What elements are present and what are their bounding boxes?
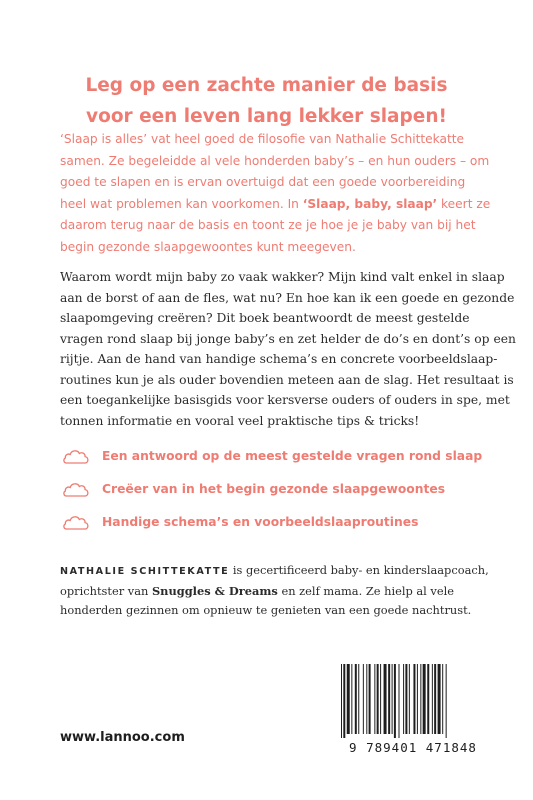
barcode-bar (363, 664, 364, 734)
body-line: rijtje. Aan de hand van handige schema’s en concrete voorbeeldslaap- (60, 352, 498, 366)
barcode-bar (394, 664, 396, 738)
intro-text: heel wat problemen kan voorkomen. In (60, 196, 299, 211)
barcode-bar (409, 664, 410, 734)
body-paragraph (60, 267, 516, 431)
isbn-barcode (335, 660, 491, 760)
intro-line (60, 194, 491, 216)
bio-text: en zelf mama. Ze hielp al vele (277, 583, 454, 598)
bio-line (60, 582, 480, 602)
publisher-website[interactable]: www.lannoo.com (60, 730, 185, 745)
headline-line-2: voor een leven lang lekker slapen! (86, 106, 447, 127)
barcode-bar (392, 664, 393, 734)
body-line: een toegankelijke basisgids voor kersverse ouders of ouders in spe, met (60, 393, 510, 407)
author-name: NATHALIE SCHITTEKATTE (60, 566, 230, 577)
intro-line: goed te slapen en is ervan overtuigd dat een goede voorbereiding (60, 175, 466, 189)
barcode-bar (341, 664, 342, 738)
cloud-icon (62, 481, 90, 497)
barcode-bar (434, 664, 436, 734)
intro-paragraph (60, 129, 491, 258)
barcode-bar (403, 664, 404, 734)
bullet-item (62, 446, 482, 479)
barcode-bar (427, 664, 429, 734)
barcode-bar (358, 664, 359, 734)
cloud-icon (62, 448, 90, 464)
brand-name: Snuggles & Dreams (151, 583, 278, 598)
bullet-item (62, 479, 482, 512)
book-title: ‘Slaap, baby, slaap’ (302, 196, 438, 211)
bullet-label: Een antwoord op de meest gestelde vragen rond slaap (102, 449, 483, 463)
intro-line: samen. Ze begeleidde al vele honderden baby’s – en hun ouders – om (60, 153, 490, 168)
barcode-bar (377, 664, 379, 734)
barcode-bar (347, 664, 350, 734)
barcode-bar (405, 664, 407, 734)
bullet-item (62, 512, 482, 545)
bullet-label: Creëer van in het begin gezonde slaapgewoontes (102, 482, 446, 496)
barcode-bar (388, 664, 390, 734)
bio-line (60, 561, 489, 582)
barcode-bars (335, 660, 491, 740)
barcode-bar (399, 664, 400, 738)
barcode-bar (355, 664, 357, 734)
barcode-bar (438, 664, 441, 734)
intro-line: daarom terug naar de basis en toont ze je hoe je je baby van bij het (60, 218, 476, 232)
body-line: slaapomgeving creëren? Dit boek beantwoordt de meest gestelde (60, 311, 470, 325)
bullet-label: Handige schema’s en voorbeeldslaaproutines (102, 515, 419, 529)
barcode-bar (413, 664, 415, 734)
barcode-bar (366, 664, 367, 734)
body-line: aan de borst of aan de fles, wat nu? En hoe kan ik een goede en gezonde (60, 290, 515, 305)
author-bio (60, 561, 489, 621)
headline-line-1: Leg op een zachte manier de basis (85, 75, 448, 96)
barcode-bar (380, 664, 381, 734)
barcode-bar (374, 664, 375, 734)
cloud-icon (62, 514, 90, 530)
intro-line: begin gezonde slaapgewoontes kunt meegeven. (60, 239, 356, 254)
bio-text: is gecertificeerd baby- en kinderslaapcoach, (229, 563, 489, 577)
barcode-bar (420, 664, 421, 734)
headline (0, 70, 533, 132)
body-line: Waarom wordt mijn baby zo vaak wakker? Mijn kind valt enkel in slaap (60, 270, 505, 284)
bio-text: oprichtster van (60, 583, 152, 598)
barcode-bar (343, 664, 345, 738)
barcode-bar (417, 664, 418, 734)
intro-line: ‘Slaap is alles’ vat heel goed de filosofie van Nathalie Schittekatte (60, 132, 465, 146)
barcode-bar (432, 664, 433, 734)
intro-text: keert ze (437, 196, 491, 211)
barcode-bar (446, 664, 447, 738)
body-line: vragen rond slaap bij jonge baby’s en zet helder de do’s en dont’s op een (60, 331, 516, 346)
bio-line: honderden gezinnen om opnieuw te genieten van een goede nachtrust. (60, 603, 472, 617)
barcode-bar (442, 664, 443, 734)
barcode-bar (369, 664, 371, 734)
barcode-bar (423, 664, 426, 734)
body-line: tonnen informatie en vooral veel praktische tips & tricks! (60, 413, 420, 428)
bullet-list (62, 446, 482, 545)
body-line: routines kun je als ouder bovendien meteen aan de slag. Het resultaat is (60, 372, 514, 387)
barcode-bar (351, 664, 352, 734)
isbn-number: 9 789401 471848 (349, 740, 477, 755)
barcode-bar (384, 664, 387, 734)
